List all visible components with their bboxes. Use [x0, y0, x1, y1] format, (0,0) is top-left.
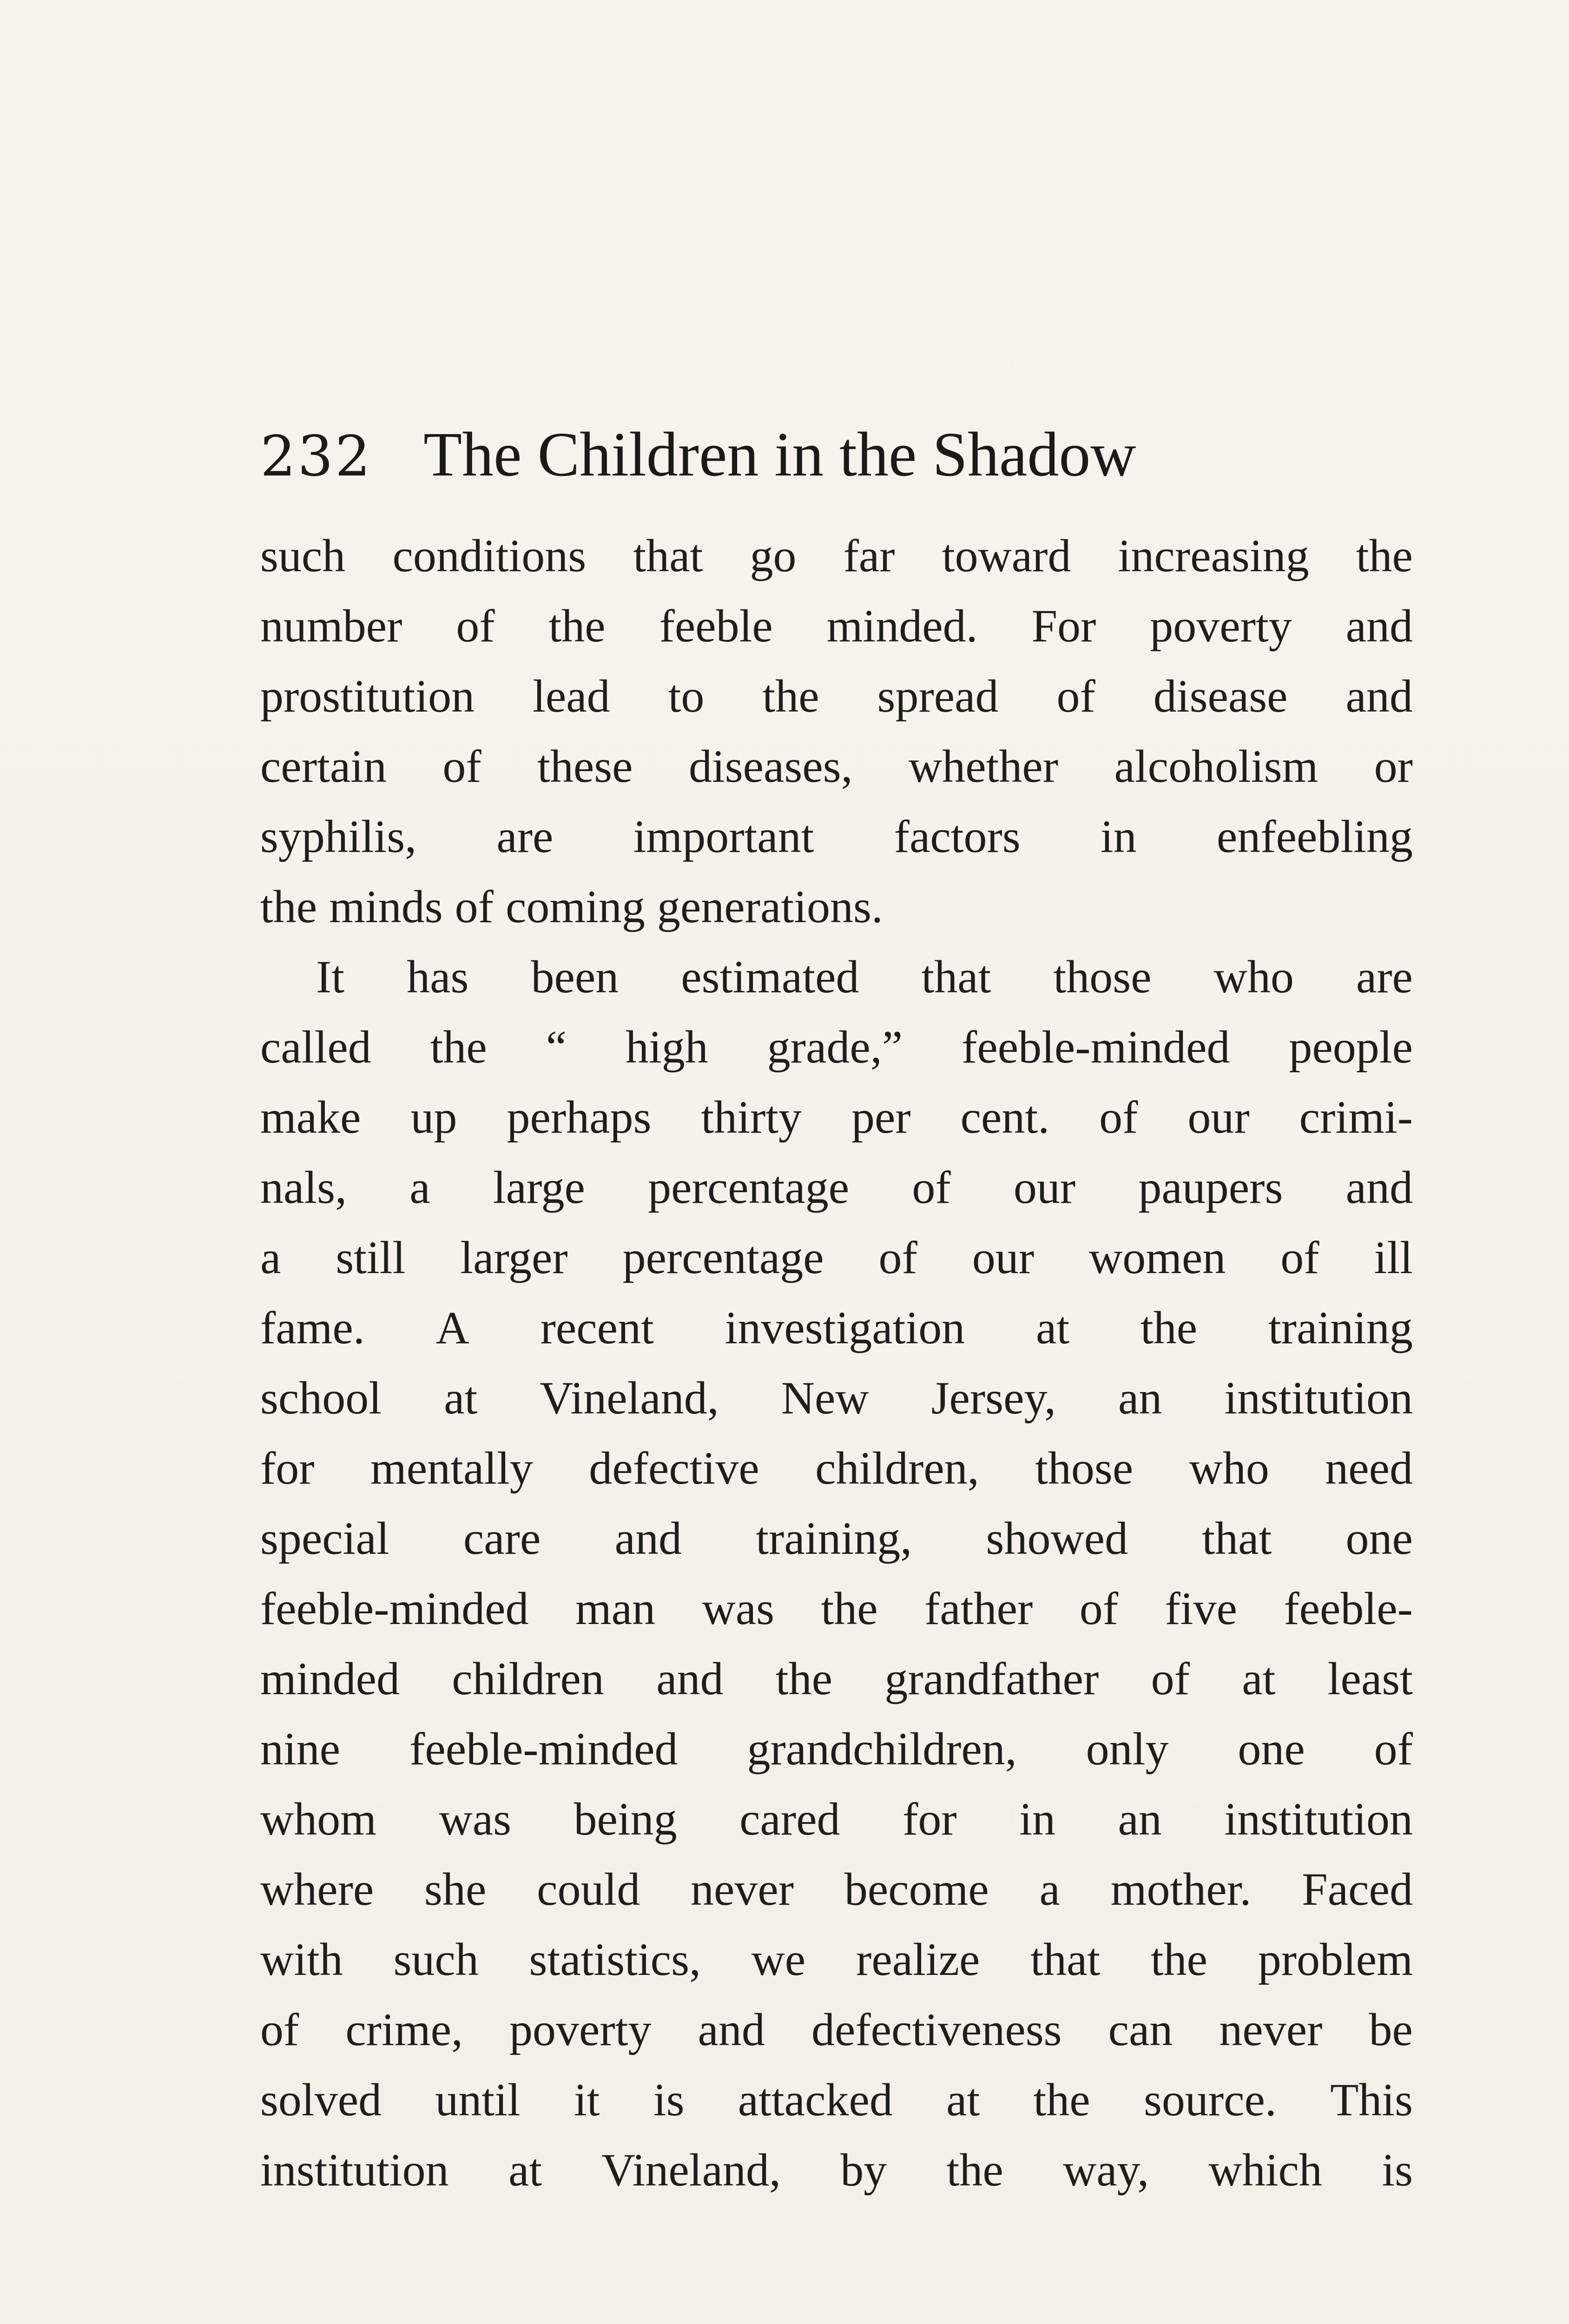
text-line: where she could never become a mother. Faced: [260, 1863, 1413, 1915]
body-text: [260, 521, 1413, 2205]
page-header: [260, 418, 1413, 511]
page-number: 232: [260, 424, 373, 489]
text-line: It has been estimated that those who are: [316, 951, 1413, 1003]
text-line: with such statistics, we realize that the problem: [260, 1934, 1413, 1985]
text-line: school at Vineland, New Jersey, an institution: [260, 1372, 1413, 1424]
text-line: a still larger percentage of our women of ill: [260, 1232, 1413, 1283]
text-line: for mentally defective children, those who need: [260, 1442, 1413, 1494]
text-line: syphilis, are important factors in enfeebling: [260, 811, 1413, 862]
text-line: such conditions that go far toward increasing the: [260, 530, 1413, 581]
text-line: minded children and the grandfather of at least: [260, 1653, 1413, 1704]
running-title: The Children in the Shadow: [423, 420, 1136, 489]
text-line: whom was being cared for in an institution: [260, 1793, 1413, 1845]
text-line: the minds of coming generations.: [260, 881, 883, 932]
text-line: feeble-minded man was the father of five feeble-: [260, 1583, 1413, 1634]
text-line: certain of these diseases, whether alcoholism or: [260, 740, 1413, 792]
text-line: prostitution lead to the spread of disease and: [260, 670, 1413, 722]
text-line: nals, a large percentage of our paupers and: [260, 1162, 1413, 1213]
text-line: called the “ high grade,” feeble-minded people: [260, 1021, 1413, 1073]
text-line: number of the feeble minded. For poverty and: [260, 600, 1413, 652]
text-line: solved until it is attacked at the source. This: [260, 2074, 1413, 2126]
text-line: fame. A recent investigation at the training: [260, 1302, 1413, 1353]
text-line: institution at Vineland, by the way, which is: [260, 2144, 1413, 2196]
text-line: of crime, poverty and defectiveness can never be: [260, 2004, 1413, 2055]
text-line: special care and training, showed that one: [260, 1512, 1413, 1564]
text-line: make up perhaps thirty per cent. of our crimi-: [260, 1091, 1413, 1143]
text-line: nine feeble-minded grandchildren, only one of: [260, 1723, 1413, 1775]
